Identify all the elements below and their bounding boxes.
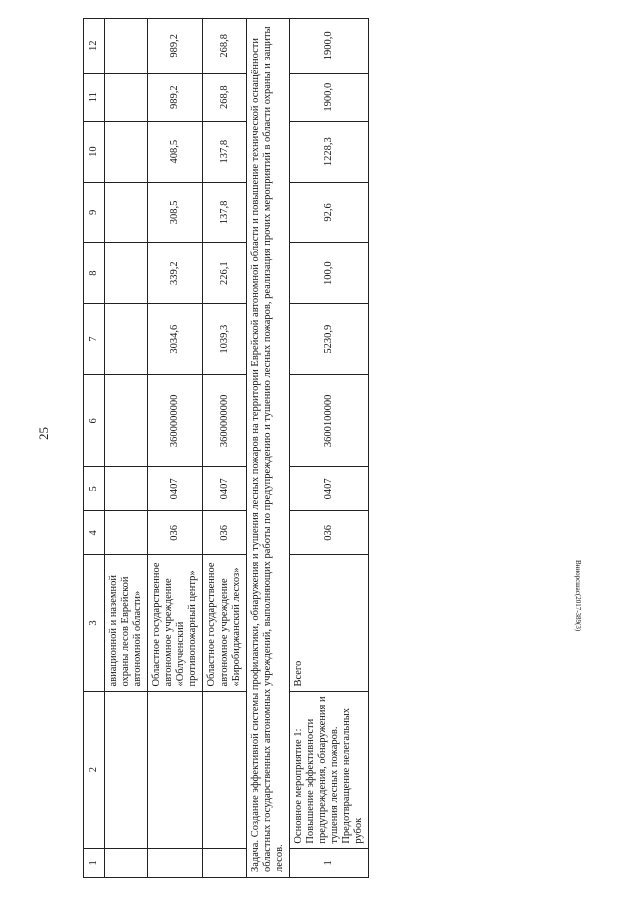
cell xyxy=(105,691,148,848)
cell: 1228,3 xyxy=(289,121,368,182)
cell: 0407 xyxy=(203,467,246,511)
cell xyxy=(105,511,148,555)
cell xyxy=(203,848,246,877)
cell: 339,2 xyxy=(148,243,203,304)
cell xyxy=(203,691,246,848)
task-text: Задача. Создание эффективной системы профилактики, обнаружения и тушения лесных пожаров на территории Еврейской автономной области и повышение технической оснащённости областных государственных автономных учреждений, выполняющих работы по предупреждению и тушению лесных пожаров, реализация прочих мероприятий в области охраны и защиты лесов. xyxy=(246,19,289,878)
cell: 3600000000 xyxy=(148,375,203,467)
cell: 0407 xyxy=(289,467,368,511)
cell: 268,8 xyxy=(203,19,246,74)
cell xyxy=(105,375,148,467)
cell: 100,0 xyxy=(289,243,368,304)
cell: 036 xyxy=(289,511,368,555)
header-cell: 3 xyxy=(84,555,105,691)
page-number: 25 xyxy=(36,427,51,440)
cell xyxy=(105,304,148,375)
cell: Всего xyxy=(289,555,368,691)
cell xyxy=(105,19,148,74)
header-cell: 4 xyxy=(84,511,105,555)
cell: авиационной и наземной охраны лесов Еврейской автономной области» xyxy=(105,555,148,691)
cell: 268,8 xyxy=(203,73,246,121)
header-cell: 6 xyxy=(84,375,105,467)
cell xyxy=(105,121,148,182)
budget-table xyxy=(83,18,369,878)
cell: 036 xyxy=(203,511,246,555)
cell: 226,1 xyxy=(203,243,246,304)
cell: 3600000000 xyxy=(203,375,246,467)
cell: 1039,3 xyxy=(203,304,246,375)
cell: 92,6 xyxy=(289,182,368,243)
header-cell: 11 xyxy=(84,73,105,121)
header-cell: 10 xyxy=(84,121,105,182)
cell: 3034,6 xyxy=(148,304,203,375)
header-cell: 12 xyxy=(84,19,105,74)
cell: Основное мероприятие 1: Повышение эффективности предупреждения, обнаружения и тушения лесных пожаров. Предотвращение нелегальных рубок xyxy=(289,691,368,848)
cell: Областное государственное автономное учреждение «Биробиджанский лесхоз» xyxy=(203,555,246,691)
table-header-row xyxy=(84,19,105,878)
cell: 137,8 xyxy=(203,121,246,182)
table-row xyxy=(148,19,203,878)
cell xyxy=(148,848,203,877)
cell: 137,8 xyxy=(203,182,246,243)
cell xyxy=(105,182,148,243)
task-row xyxy=(246,19,289,878)
cell: 036 xyxy=(148,511,203,555)
budget-table-page xyxy=(83,18,475,878)
cell: 5230,9 xyxy=(289,304,368,375)
cell: 308,5 xyxy=(148,182,203,243)
cell xyxy=(105,73,148,121)
cell: 989,2 xyxy=(148,73,203,121)
header-cell: 9 xyxy=(84,182,105,243)
cell: 408,5 xyxy=(148,121,203,182)
cell: 1 xyxy=(289,848,368,877)
table-row xyxy=(105,19,148,878)
cell: 0407 xyxy=(148,467,203,511)
cell: 989,2 xyxy=(148,19,203,74)
cell xyxy=(105,243,148,304)
header-cell: 7 xyxy=(84,304,105,375)
header-cell: 5 xyxy=(84,467,105,511)
cell xyxy=(105,467,148,511)
cell xyxy=(148,691,203,848)
header-cell: 2 xyxy=(84,691,105,848)
header-cell: 1 xyxy=(84,848,105,877)
table-row xyxy=(203,19,246,878)
cell: Областное государственное автономное учреждение «Облученский противопожарный центр» xyxy=(148,555,203,691)
footer-code: Вниорсшас(2017-389(3) xyxy=(574,560,582,632)
cell: 1900,0 xyxy=(289,19,368,74)
table-row xyxy=(289,19,368,878)
cell: 3600100000 xyxy=(289,375,368,467)
cell xyxy=(105,848,148,877)
cell: 1900,0 xyxy=(289,73,368,121)
header-cell: 8 xyxy=(84,243,105,304)
